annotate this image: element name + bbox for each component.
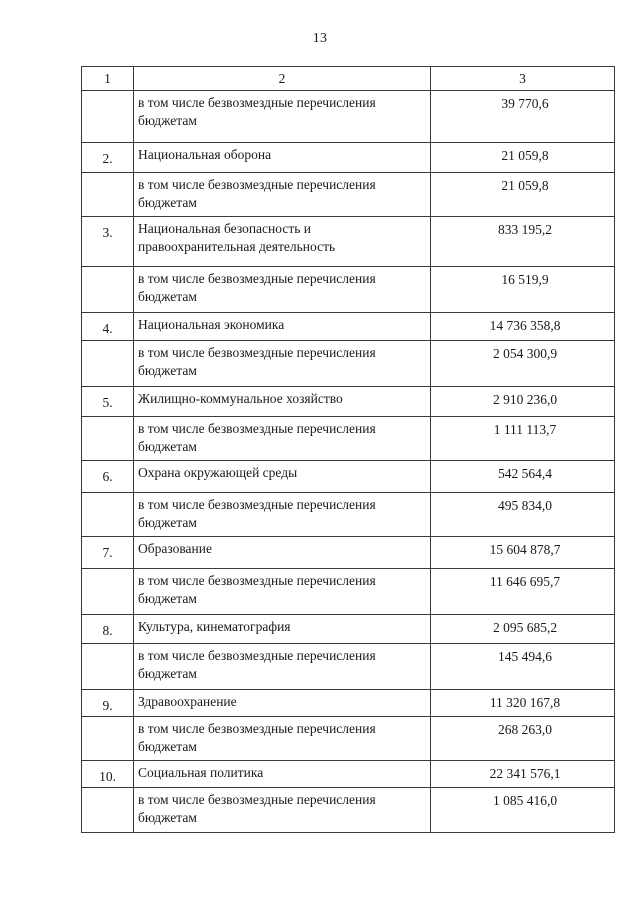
row-number <box>82 644 134 690</box>
row-value: 21 059,8 <box>431 143 615 173</box>
row-number <box>82 717 134 761</box>
row-label: в том числе безвозмездные перечисления бюджетам <box>134 341 431 387</box>
table-row <box>82 267 615 313</box>
row-label: в том числе безвозмездные перечисления бюджетам <box>134 788 431 833</box>
row-value: 14 736 358,8 <box>431 313 615 341</box>
row-value: 39 770,6 <box>431 91 615 143</box>
table-row <box>82 341 615 387</box>
header-row <box>82 67 615 91</box>
row-number <box>82 493 134 537</box>
table-row <box>82 644 615 690</box>
row-number: 7. <box>82 537 134 569</box>
table-row <box>82 569 615 615</box>
row-value: 145 494,6 <box>431 644 615 690</box>
row-number: 2. <box>82 143 134 173</box>
row-value: 833 195,2 <box>431 217 615 267</box>
row-value: 2 054 300,9 <box>431 341 615 387</box>
row-label: в том числе безвозмездные перечисления бюджетам <box>134 569 431 615</box>
row-label: Здравоохранение <box>134 690 431 717</box>
row-label: в том числе безвозмездные перечисления бюджетам <box>134 91 431 143</box>
row-number <box>82 173 134 217</box>
header-col-1: 1 <box>82 67 134 91</box>
row-value: 268 263,0 <box>431 717 615 761</box>
row-value: 542 564,4 <box>431 461 615 493</box>
row-label: Национальная безопасность и правоохранительная деятельность <box>134 217 431 267</box>
table-row <box>82 91 615 143</box>
table-row <box>82 717 615 761</box>
row-label: в том числе безвозмездные перечисления бюджетам <box>134 417 431 461</box>
row-value: 22 341 576,1 <box>431 761 615 788</box>
table-row <box>82 788 615 833</box>
row-label: в том числе безвозмездные перечисления бюджетам <box>134 173 431 217</box>
row-label: Образование <box>134 537 431 569</box>
row-value: 16 519,9 <box>431 267 615 313</box>
row-value: 2 095 685,2 <box>431 615 615 644</box>
row-label: Национальная экономика <box>134 313 431 341</box>
table-row <box>82 217 615 267</box>
row-number <box>82 417 134 461</box>
row-number <box>82 91 134 143</box>
row-number: 10. <box>82 761 134 788</box>
row-value: 11 646 695,7 <box>431 569 615 615</box>
table-row <box>82 761 615 788</box>
row-number <box>82 267 134 313</box>
row-number: 9. <box>82 690 134 717</box>
header-col-2: 2 <box>134 67 431 91</box>
row-number <box>82 569 134 615</box>
table-row <box>82 387 615 417</box>
row-value: 15 604 878,7 <box>431 537 615 569</box>
row-number <box>82 341 134 387</box>
table-row <box>82 461 615 493</box>
row-value: 11 320 167,8 <box>431 690 615 717</box>
page-number: 13 <box>312 31 328 46</box>
row-label: в том числе безвозмездные перечисления бюджетам <box>134 717 431 761</box>
row-label: в том числе безвозмездные перечисления бюджетам <box>134 644 431 690</box>
row-number: 8. <box>82 615 134 644</box>
row-label: Охрана окружающей среды <box>134 461 431 493</box>
row-number <box>82 788 134 833</box>
table-row <box>82 690 615 717</box>
row-number: 6. <box>82 461 134 493</box>
table-row <box>82 493 615 537</box>
row-value: 21 059,8 <box>431 173 615 217</box>
row-label: в том числе безвозмездные перечисления бюджетам <box>134 267 431 313</box>
table-row <box>82 417 615 461</box>
row-label: в том числе безвозмездные перечисления бюджетам <box>134 493 431 537</box>
header-col-3: 3 <box>431 67 615 91</box>
table-row <box>82 537 615 569</box>
row-number: 4. <box>82 313 134 341</box>
row-value: 1 085 416,0 <box>431 788 615 833</box>
budget-table <box>81 66 615 833</box>
table-body <box>82 91 615 833</box>
row-value: 2 910 236,0 <box>431 387 615 417</box>
table-row <box>82 313 615 341</box>
row-value: 495 834,0 <box>431 493 615 537</box>
row-number: 3. <box>82 217 134 267</box>
table-row <box>82 143 615 173</box>
row-value: 1 111 113,7 <box>431 417 615 461</box>
row-label: Культура, кинематография <box>134 615 431 644</box>
table-row <box>82 173 615 217</box>
table-row <box>82 615 615 644</box>
row-label: Национальная оборона <box>134 143 431 173</box>
row-number: 5. <box>82 387 134 417</box>
row-label: Социальная политика <box>134 761 431 788</box>
row-label: Жилищно-коммунальное хозяйство <box>134 387 431 417</box>
